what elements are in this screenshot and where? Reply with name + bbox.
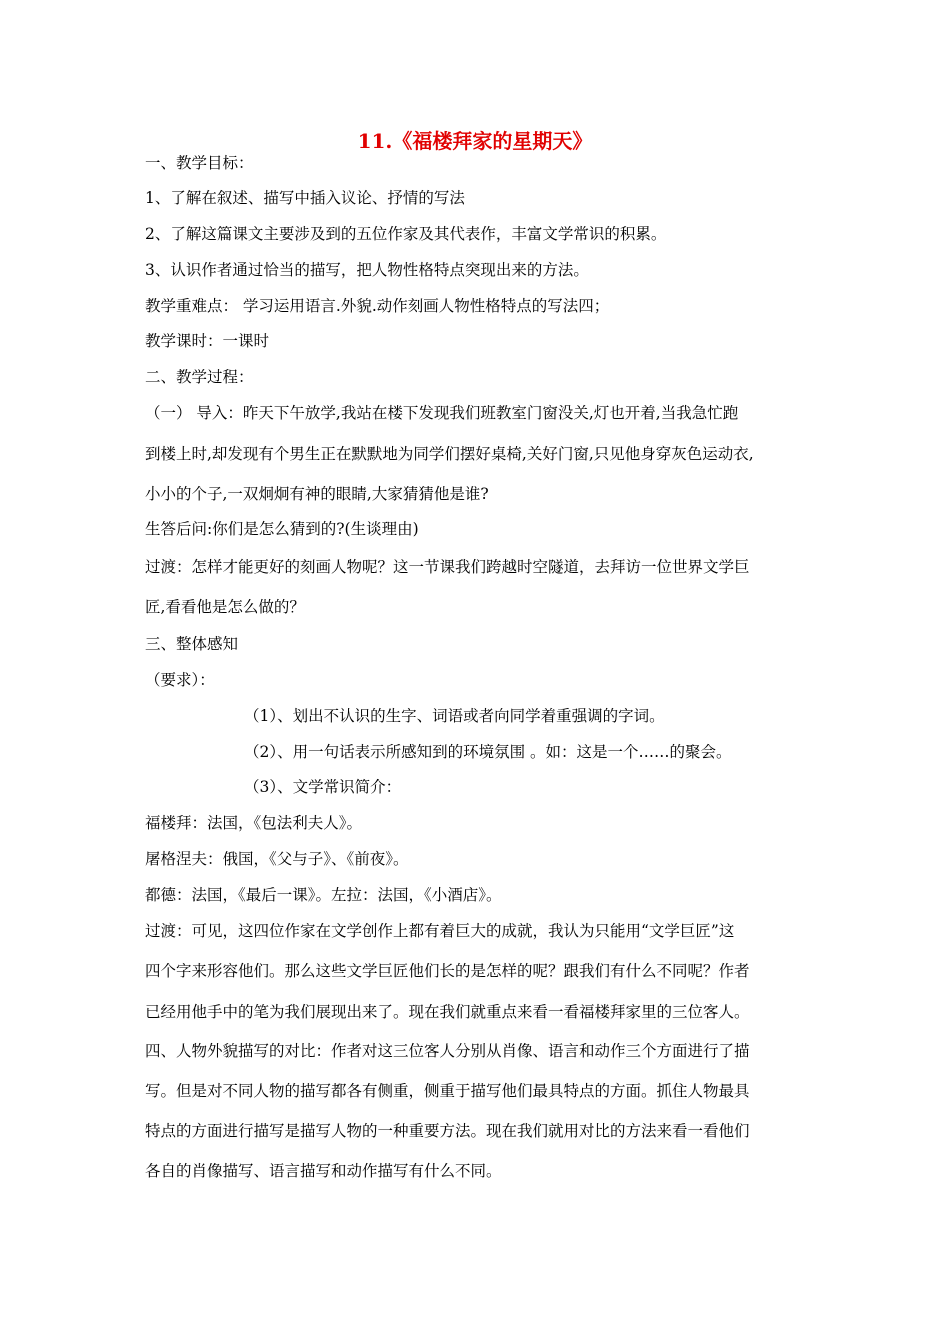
text-line: （2）、用一句话表示所感知到的环境氛围 。如：这是一个……的聚会。 (244, 743, 732, 761)
text-line: 三、整体感知 (145, 635, 239, 653)
text-line: 3、认识作者通过恰当的描写，把人物性格特点突现出来的方法。 (145, 261, 589, 279)
text-line: 写。但是对不同人物的描写都各有侧重，侧重于描写他们最具特点的方面。抓住人物最具 (145, 1082, 750, 1100)
text-line: 特点的方面进行描写是描写人物的一种重要方法。现在我们就用对比的方法来看一看他们 (145, 1122, 750, 1140)
text-line: 四、人物外貌描写的对比：作者对这三位客人分别从肖像、语言和动作三个方面进行了描 (145, 1042, 750, 1060)
text-line: 二、教学过程： (145, 368, 254, 386)
document-title: 11.《福楼拜家的星期天》 (357, 129, 593, 153)
text-line: 匠,看看他是怎么做的？ (145, 598, 305, 616)
text-line: 2、了解这篇课文主要涉及到的五位作家及其代表作，丰富文学常识的积累。 (145, 225, 667, 243)
text-line: 福楼拜：法国，《包法利夫人》。 (145, 814, 363, 832)
text-line: 生答后问:你们是怎么猜到的?(生谈理由) (145, 520, 419, 538)
text-line: 小小的个子,一双炯炯有神的眼睛,大家猜猜他是谁? (145, 485, 489, 503)
text-line: 都德：法国，《最后一课》。左拉：法国，《小酒店》。 (145, 886, 502, 904)
text-line: 到楼上时,却发现有个男生正在默默地为同学们摆好桌椅,关好门窗,只见他身穿灰色运动衣, (145, 445, 754, 463)
text-line: 一、教学目标： (145, 154, 254, 172)
text-line: （3）、文学常识简介： (244, 778, 402, 796)
text-line: （要求）： (145, 671, 215, 689)
text-line: 各自的肖像描写、语言描写和动作描写有什么不同。 (145, 1162, 502, 1180)
text-line: 1、了解在叙述、描写中插入议论、抒情的写法 (145, 189, 465, 207)
text-line: 教学课时：一课时 (145, 332, 270, 350)
text-line: 过渡：怎样才能更好的刻画人物呢？这一节课我们跨越时空隧道，去拜访一位世界文学巨 (145, 558, 750, 576)
text-line: 教学重难点： 学习运用语言.外貌.动作刻画人物性格特点的写法四； (145, 297, 610, 315)
text-line: 过渡：可见，这四位作家在文学创作上都有着巨大的成就，我认为只能用“文学巨匠”这 (145, 922, 735, 940)
text-line: 屠格涅夫：俄国，《父与子》、《前夜》。 (145, 850, 409, 868)
text-line: （1）、划出不认识的生字、词语或者向同学着重强调的字词。 (244, 707, 665, 725)
text-line: 四个字来形容他们。那么这些文学巨匠他们长的是怎样的呢？跟我们有什么不同呢？作者 (145, 962, 750, 980)
text-line: （一） 导入：昨天下午放学,我站在楼下发现我们班教室门窗没关,灯也开着,当我急忙跑 (145, 404, 739, 422)
text-line: 已经用他手中的笔为我们展现出来了。现在我们就重点来看一看福楼拜家里的三位客人。 (145, 1003, 750, 1021)
